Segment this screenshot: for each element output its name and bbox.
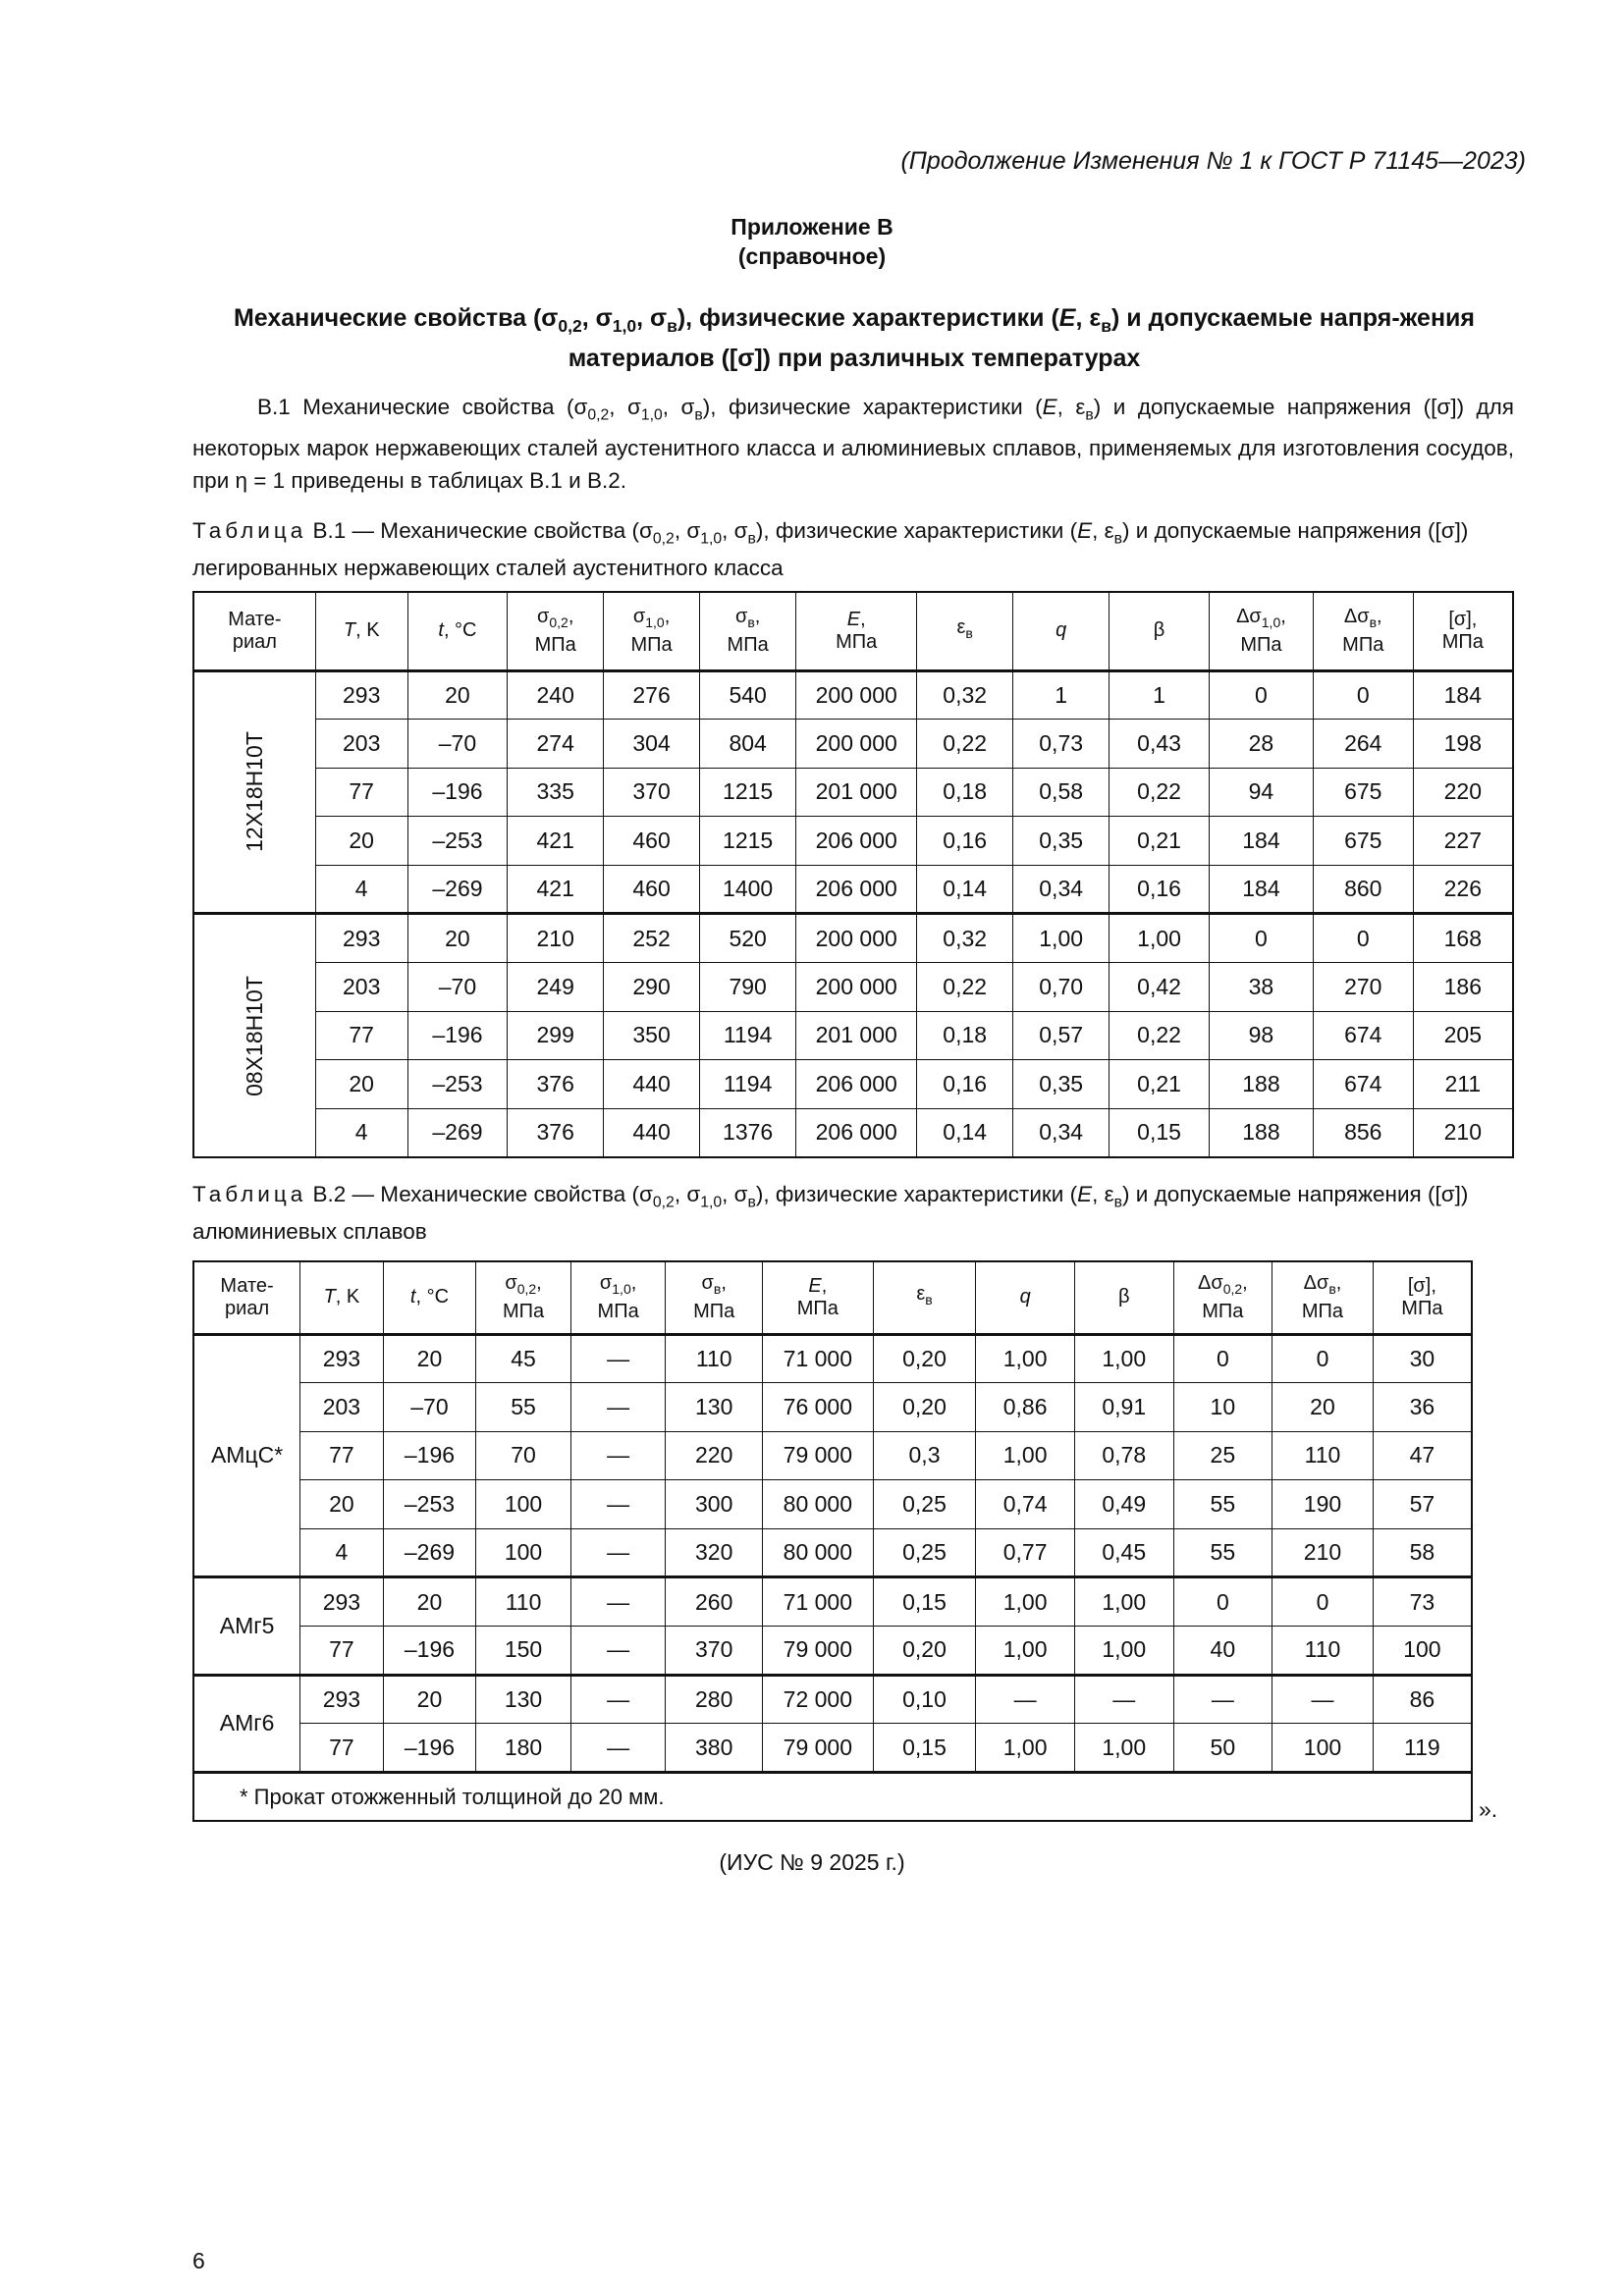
col-header-T: T, K (315, 592, 407, 670)
table-cell: 1194 (700, 1011, 796, 1060)
table-cell: 0 (1272, 1577, 1374, 1627)
table-cell: 0,21 (1110, 817, 1210, 866)
col-header-dsigmav: $\Delta\sigma_в$, МПа (1313, 592, 1413, 670)
table-cell: 0,35 (1013, 1060, 1110, 1109)
table-cell: –269 (407, 865, 508, 914)
table-cell: 274 (508, 720, 604, 769)
table-cell: 0,18 (917, 768, 1013, 817)
table-cell: 293 (300, 1334, 384, 1383)
col-header-allowable: [σ], МПа (1373, 1261, 1472, 1334)
table-row (193, 1431, 1472, 1480)
table-cell: 20 (1272, 1383, 1374, 1432)
table-cell: 226 (1413, 865, 1513, 914)
table-cell: 47 (1373, 1431, 1472, 1480)
table-cell: 200 000 (796, 670, 917, 720)
table-cell: 4 (300, 1528, 384, 1577)
table-cell: 0,21 (1110, 1060, 1210, 1109)
table-cell: 0,15 (873, 1724, 976, 1773)
table1-body (193, 670, 1513, 1157)
table-row (193, 817, 1513, 866)
table-cell: — (1272, 1675, 1374, 1724)
col-header-sigma02: $\sigma_{0,2}$, МПа (508, 592, 604, 670)
table-cell: –269 (383, 1528, 476, 1577)
table-cell: 0 (1313, 670, 1413, 720)
table-cell: 110 (1272, 1431, 1374, 1480)
table-cell: 77 (300, 1724, 384, 1773)
table-cell: 201 000 (796, 1011, 917, 1060)
table-cell: 440 (604, 1060, 700, 1109)
table-row (193, 865, 1513, 914)
table-cell: 0,22 (1110, 768, 1210, 817)
table-cell: 300 (666, 1480, 763, 1529)
table-cell: 293 (315, 670, 407, 720)
table-cell: 20 (383, 1577, 476, 1627)
table-cell: 20 (383, 1675, 476, 1724)
col-header-beta: β (1074, 1261, 1173, 1334)
table-cell: 1400 (700, 865, 796, 914)
table-cell: — (570, 1431, 666, 1480)
table-cell: 0 (1173, 1334, 1272, 1383)
table-cell: 0 (1313, 914, 1413, 963)
table-cell: 1 (1013, 670, 1110, 720)
table-cell: 184 (1209, 817, 1313, 866)
table-cell: 0,18 (917, 1011, 1013, 1060)
table-cell: 0,25 (873, 1528, 976, 1577)
material-label: 08Х18Н10Т (241, 975, 267, 1096)
table-cell: — (570, 1528, 666, 1577)
table-row (193, 768, 1513, 817)
table-cell: 206 000 (796, 865, 917, 914)
table-cell: 186 (1413, 963, 1513, 1012)
table-cell: 119 (1373, 1724, 1472, 1773)
table-cell: 0,22 (917, 720, 1013, 769)
page-number: 6 (192, 2248, 205, 2273)
table-cell: 290 (604, 963, 700, 1012)
table-cell: 304 (604, 720, 700, 769)
table2-header-row (193, 1261, 1472, 1334)
table-cell: 0,42 (1110, 963, 1210, 1012)
table-cell: 201 000 (796, 768, 917, 817)
table-cell: 205 (1413, 1011, 1513, 1060)
table-cell: 335 (508, 768, 604, 817)
table-cell: 77 (315, 768, 407, 817)
table-cell: –253 (407, 817, 508, 866)
table-cell: 376 (508, 1108, 604, 1157)
table-cell: 100 (1373, 1627, 1472, 1676)
table-cell: 188 (1209, 1060, 1313, 1109)
table-cell: 210 (508, 914, 604, 963)
table-cell: 0,16 (917, 817, 1013, 866)
table-cell: 20 (315, 1060, 407, 1109)
table-cell: 270 (1313, 963, 1413, 1012)
col-header-q: q (1013, 592, 1110, 670)
table-cell: 80 000 (763, 1480, 874, 1529)
col-header-sigma10: $\sigma_{1,0}$, МПа (570, 1261, 666, 1334)
table-cell: 0,16 (917, 1060, 1013, 1109)
material-cell (193, 670, 315, 914)
table-cell: 0,16 (1110, 865, 1210, 914)
table-cell: 220 (1413, 768, 1513, 817)
table-cell: 0,57 (1013, 1011, 1110, 1060)
table-cell: 0,20 (873, 1334, 976, 1383)
table-cell: 299 (508, 1011, 604, 1060)
table-cell: 370 (604, 768, 700, 817)
table-cell: 20 (300, 1480, 384, 1529)
table-cell: 100 (476, 1528, 571, 1577)
table-cell: 0,35 (1013, 817, 1110, 866)
col-header-epsv: $\varepsilon_в$ (873, 1261, 976, 1334)
table-cell: 77 (300, 1431, 384, 1480)
table-cell: 227 (1413, 817, 1513, 866)
table-cell: 1,00 (976, 1334, 1075, 1383)
table-cell: 20 (407, 914, 508, 963)
table-row (193, 670, 1513, 720)
table-cell: 110 (1272, 1627, 1374, 1676)
table-cell: 0,45 (1074, 1528, 1173, 1577)
table-cell: 0,73 (1013, 720, 1110, 769)
material-cell: АМг6 (193, 1675, 300, 1772)
table-cell: –70 (407, 720, 508, 769)
table-cell: 25 (1173, 1431, 1272, 1480)
table-cell: 1,00 (976, 1724, 1075, 1773)
table-cell: 0,86 (976, 1383, 1075, 1432)
table-cell: 1,00 (1074, 1724, 1173, 1773)
table-cell: 1,00 (1074, 1627, 1173, 1676)
table-cell: 380 (666, 1724, 763, 1773)
table-cell: –269 (407, 1108, 508, 1157)
table-cell: 0,22 (917, 963, 1013, 1012)
table-cell: 350 (604, 1011, 700, 1060)
table-cell: 1,00 (976, 1627, 1075, 1676)
material-cell: АМцС* (193, 1334, 300, 1577)
col-header-material: Мате- риал (193, 592, 315, 670)
table-cell: –196 (383, 1627, 476, 1676)
table-cell: 79 000 (763, 1724, 874, 1773)
table-cell: 79 000 (763, 1627, 874, 1676)
table-cell: 0,70 (1013, 963, 1110, 1012)
table-cell: 30 (1373, 1334, 1472, 1383)
table-cell: 98 (1209, 1011, 1313, 1060)
table-cell: 0,34 (1013, 1108, 1110, 1157)
table-cell: 58 (1373, 1528, 1472, 1577)
table-cell: 110 (666, 1334, 763, 1383)
table-cell: — (570, 1577, 666, 1627)
table-cell: 540 (700, 670, 796, 720)
table-cell: 20 (383, 1334, 476, 1383)
col-header-dsigma10: $\Delta\sigma_{1,0}$, МПа (1209, 592, 1313, 670)
table-cell: — (570, 1675, 666, 1724)
table-cell: 440 (604, 1108, 700, 1157)
table-cell: 36 (1373, 1383, 1472, 1432)
table2-footnote-row (193, 1772, 1472, 1821)
table-cell: 1,00 (976, 1577, 1075, 1627)
table-cell: 50 (1173, 1724, 1272, 1773)
table-cell: 71 000 (763, 1334, 874, 1383)
table-row (193, 1108, 1513, 1157)
table-cell: — (570, 1383, 666, 1432)
table-cell: –253 (383, 1480, 476, 1529)
continuation-header: (Продолжение Изменения № 1 к ГОСТ Р 71145—2023) (900, 147, 1526, 175)
material-cell: АМг5 (193, 1577, 300, 1675)
table-cell: 675 (1313, 768, 1413, 817)
table-cell: 421 (508, 817, 604, 866)
appendix-title: Приложение В (731, 214, 893, 240)
table-cell: 252 (604, 914, 700, 963)
material-label: 12Х18Н10Т (241, 731, 267, 853)
table-cell: 110 (476, 1577, 571, 1627)
table-cell: 10 (1173, 1383, 1272, 1432)
table-cell: 1215 (700, 817, 796, 866)
col-header-sigmav: $\sigma_в$, МПа (666, 1261, 763, 1334)
col-header-epsv: $\varepsilon_в$ (917, 592, 1013, 670)
table-cell: 80 000 (763, 1528, 874, 1577)
table-cell: –196 (407, 768, 508, 817)
table-cell: 0,34 (1013, 865, 1110, 914)
table-cell: 55 (476, 1383, 571, 1432)
table-row (193, 1724, 1472, 1773)
closing-quote: ». (1479, 1796, 1498, 1822)
table-cell: 293 (300, 1577, 384, 1627)
table-row (193, 963, 1513, 1012)
table-cell: 0 (1209, 670, 1313, 720)
table-cell: 70 (476, 1431, 571, 1480)
table-cell: 100 (1272, 1724, 1374, 1773)
table-cell: 1,00 (976, 1431, 1075, 1480)
table-row (193, 1627, 1472, 1676)
table-cell: 249 (508, 963, 604, 1012)
table-cell: –196 (407, 1011, 508, 1060)
table-row (193, 1383, 1472, 1432)
table-cell: 184 (1209, 865, 1313, 914)
table-cell: — (1074, 1675, 1173, 1724)
table-cell: 0,77 (976, 1528, 1075, 1577)
table-cell: 40 (1173, 1627, 1272, 1676)
table-cell: 856 (1313, 1108, 1413, 1157)
table-cell: 320 (666, 1528, 763, 1577)
table-cell: — (570, 1627, 666, 1676)
table-cell: 0,43 (1110, 720, 1210, 769)
col-header-allowable: [σ], МПа (1413, 592, 1513, 670)
table-cell: 20 (315, 817, 407, 866)
table-cell: 206 000 (796, 1060, 917, 1109)
intro-paragraph: В.1 Механические свойства ($\sigma_{0,2}$, $\sigma_{1,0}$, $\sigma_в$), физические характеристики (E, $\varepsilon_в$) и допускаемые напряжения ([σ]) для некоторых марок нержавеющих сталей аустенитного класса и алюминиевых сплавов, применяемых для изготовления сосудов, при η = 1 приведены в таблицах В.1 и В.2. (192, 395, 1514, 493)
table-cell: — (570, 1334, 666, 1383)
table-cell: 200 000 (796, 720, 917, 769)
table-row (193, 1675, 1472, 1724)
table-row (193, 1480, 1472, 1529)
table-cell: 0,3 (873, 1431, 976, 1480)
table-cell: –196 (383, 1431, 476, 1480)
col-header-dsigma02: $\Delta\sigma_{0,2}$, МПа (1173, 1261, 1272, 1334)
table-cell: 203 (300, 1383, 384, 1432)
table-cell: 0,20 (873, 1627, 976, 1676)
main-title: Механические свойства ($\sigma_{0,2}$, $\sigma_{1,0}$, $\sigma_в$), физические характеристики (E, $\varepsilon_в$) и допускаемые напря-жения материалов ([σ]) при различных температурах (233, 304, 1476, 372)
table-cell: 45 (476, 1334, 571, 1383)
table-cell: 130 (476, 1675, 571, 1724)
table-cell: 180 (476, 1724, 571, 1773)
table-cell: 150 (476, 1627, 571, 1676)
table-cell: 210 (1413, 1108, 1513, 1157)
table-row (193, 720, 1513, 769)
table-cell: 0,14 (917, 1108, 1013, 1157)
table-cell: 264 (1313, 720, 1413, 769)
table-cell: 203 (315, 720, 407, 769)
col-header-sigma10: $\sigma_{1,0}$, МПа (604, 592, 700, 670)
table-cell: 293 (300, 1675, 384, 1724)
table-row (193, 1060, 1513, 1109)
table-cell: — (1173, 1675, 1272, 1724)
table-cell: 0 (1173, 1577, 1272, 1627)
table2-footnote: * Прокат отожженный толщиной до 20 мм. (193, 1772, 1472, 1821)
table-cell: 130 (666, 1383, 763, 1432)
table-cell: 520 (700, 914, 796, 963)
table-cell: 0 (1209, 914, 1313, 963)
table-cell: 190 (1272, 1480, 1374, 1529)
col-header-t: t, °C (407, 592, 508, 670)
table-cell: 72 000 (763, 1675, 874, 1724)
table-cell: 77 (300, 1627, 384, 1676)
table-row (193, 1528, 1472, 1577)
table-cell: 376 (508, 1060, 604, 1109)
table-cell: –70 (383, 1383, 476, 1432)
table-cell: 370 (666, 1627, 763, 1676)
table-cell: 4 (315, 865, 407, 914)
col-header-T: T, K (300, 1261, 384, 1334)
table-cell: 0,32 (917, 914, 1013, 963)
table-cell: 260 (666, 1577, 763, 1627)
table-cell: 0 (1272, 1334, 1374, 1383)
table-row (193, 1334, 1472, 1383)
table-cell: 0,58 (1013, 768, 1110, 817)
table-cell: 0,49 (1074, 1480, 1173, 1529)
table-cell: 240 (508, 670, 604, 720)
table1 (192, 591, 1514, 1158)
table-cell: 0,78 (1074, 1431, 1173, 1480)
table-cell: — (976, 1675, 1075, 1724)
table-cell: 200 000 (796, 963, 917, 1012)
table-row (193, 914, 1513, 963)
table-cell: 1,00 (1110, 914, 1210, 963)
table-cell: 1,00 (1074, 1577, 1173, 1627)
table-cell: 55 (1173, 1528, 1272, 1577)
table-cell: 100 (476, 1480, 571, 1529)
table-cell: 57 (1373, 1480, 1472, 1529)
table-cell: 1 (1110, 670, 1210, 720)
table-cell: 1,00 (1074, 1334, 1173, 1383)
table-cell: 421 (508, 865, 604, 914)
col-header-material: Мате- риал (193, 1261, 300, 1334)
col-header-E: E, МПа (763, 1261, 874, 1334)
table-cell: 0,32 (917, 670, 1013, 720)
table-cell: 276 (604, 670, 700, 720)
table-row (193, 1577, 1472, 1627)
table-cell: 73 (1373, 1577, 1472, 1627)
col-header-t: t, °C (383, 1261, 476, 1334)
ius-reference: (ИУС № 9 2025 г.) (719, 1849, 905, 1875)
table-cell: 71 000 (763, 1577, 874, 1627)
table-cell: 0,91 (1074, 1383, 1173, 1432)
table2-caption: Таблица В.2 — Механические свойства ($\sigma_{0,2}$, $\sigma_{1,0}$, $\sigma_в$), физические характеристики (E, $\varepsilon_в$) и допускаемые напряжения ([σ]) алюминиевых сплавов (192, 1182, 1469, 1244)
table-cell: 220 (666, 1431, 763, 1480)
table-cell: 184 (1413, 670, 1513, 720)
table-cell: 0,22 (1110, 1011, 1210, 1060)
table-cell: 0,14 (917, 865, 1013, 914)
table-cell: 1,00 (1013, 914, 1110, 963)
table-cell: 293 (315, 914, 407, 963)
table-cell: 86 (1373, 1675, 1472, 1724)
table-cell: 1194 (700, 1060, 796, 1109)
table-cell: 0,15 (1110, 1108, 1210, 1157)
table-cell: 188 (1209, 1108, 1313, 1157)
table2 (192, 1260, 1473, 1822)
table-cell: 38 (1209, 963, 1313, 1012)
table-cell: 460 (604, 817, 700, 866)
table-cell: 860 (1313, 865, 1413, 914)
table-cell: 77 (315, 1011, 407, 1060)
table-cell: 200 000 (796, 914, 917, 963)
table-cell: 198 (1413, 720, 1513, 769)
table-cell: 804 (700, 720, 796, 769)
table-cell: 1215 (700, 768, 796, 817)
table-cell: 79 000 (763, 1431, 874, 1480)
table-cell: 206 000 (796, 1108, 917, 1157)
table-cell: 280 (666, 1675, 763, 1724)
table2-body (193, 1334, 1472, 1772)
table-cell: 210 (1272, 1528, 1374, 1577)
table-cell: –253 (407, 1060, 508, 1109)
table-cell: –196 (383, 1724, 476, 1773)
table-cell: 0,10 (873, 1675, 976, 1724)
col-header-q: q (976, 1261, 1075, 1334)
table-cell: 0,15 (873, 1577, 976, 1627)
table-cell: 211 (1413, 1060, 1513, 1109)
col-header-sigmav: $\sigma_в$, МПа (700, 592, 796, 670)
col-header-sigma02: $\sigma_{0,2}$, МПа (476, 1261, 571, 1334)
table-cell: 0,20 (873, 1383, 976, 1432)
table-cell: — (570, 1480, 666, 1529)
material-cell (193, 914, 315, 1157)
table-cell: 1376 (700, 1108, 796, 1157)
col-header-dsigmav: $\Delta\sigma_в$, МПа (1272, 1261, 1374, 1334)
table-cell: 20 (407, 670, 508, 720)
table1-header-row (193, 592, 1513, 670)
table-cell: 790 (700, 963, 796, 1012)
table-cell: 674 (1313, 1060, 1413, 1109)
table-row (193, 1011, 1513, 1060)
table1-caption: Таблица В.1 — Механические свойства ($\sigma_{0,2}$, $\sigma_{1,0}$, $\sigma_в$), физические характеристики (E, $\varepsilon_в$) и допускаемые напряжения ([σ]) легированных нержавеющих сталей аустенитного класса (192, 518, 1469, 580)
table-cell: 460 (604, 865, 700, 914)
table-cell: 94 (1209, 768, 1313, 817)
table-cell: 206 000 (796, 817, 917, 866)
table-cell: 168 (1413, 914, 1513, 963)
table-cell: — (570, 1724, 666, 1773)
table-cell: 0,25 (873, 1480, 976, 1529)
table-cell: 55 (1173, 1480, 1272, 1529)
appendix-subtitle: (справочное) (737, 243, 887, 269)
col-header-beta: β (1110, 592, 1210, 670)
table-cell: 4 (315, 1108, 407, 1157)
col-header-E: E, МПа (796, 592, 917, 670)
table-cell: 28 (1209, 720, 1313, 769)
table-cell: 675 (1313, 817, 1413, 866)
table-cell: 0,74 (976, 1480, 1075, 1529)
table-cell: 76 000 (763, 1383, 874, 1432)
table-cell: –70 (407, 963, 508, 1012)
table-cell: 674 (1313, 1011, 1413, 1060)
table-cell: 203 (315, 963, 407, 1012)
